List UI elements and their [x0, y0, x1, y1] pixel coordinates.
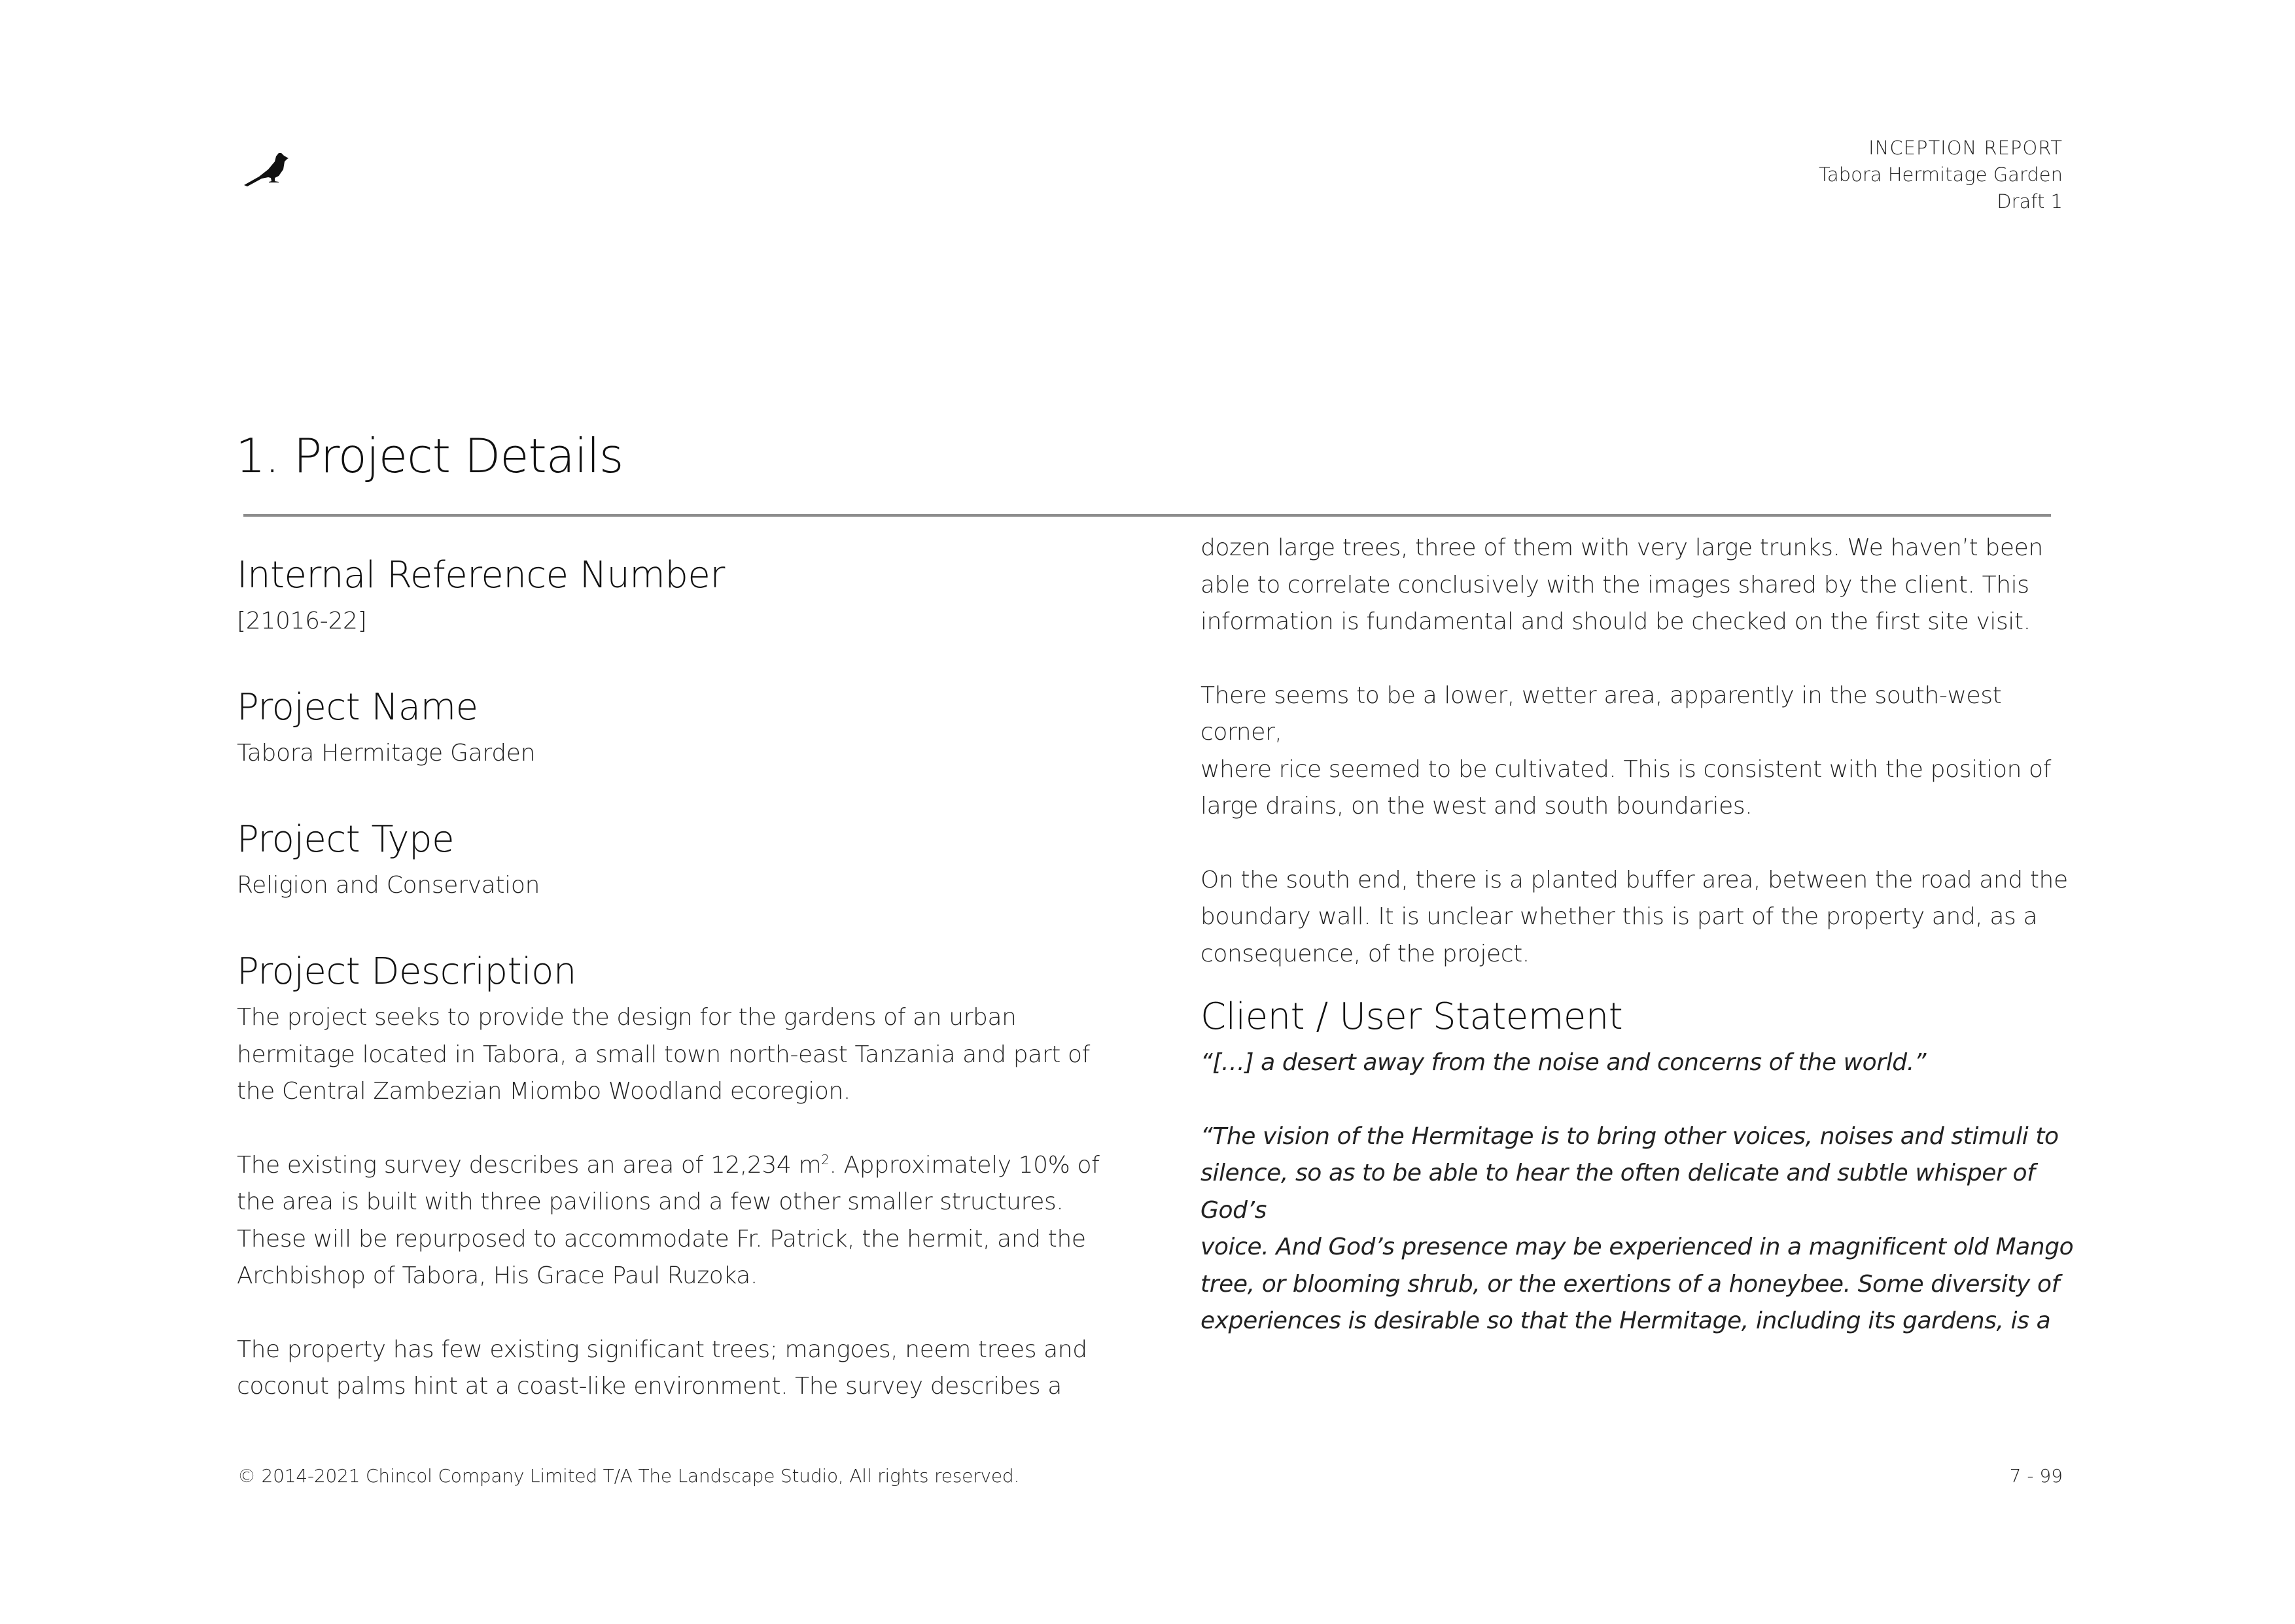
client-quote-2: [1200, 1118, 2077, 1340]
reference-heading: Internal Reference Number: [237, 554, 725, 596]
text-line: The existing survey describes an area of 12,234 $m^2$. Approximately 10% of: [237, 1151, 1100, 1179]
left-column: [237, 548, 1113, 1406]
description-paragraph-1: [237, 999, 1113, 1111]
project-type-value: Religion and Conservation: [237, 872, 540, 899]
text-line: coconut palms hint at a coast-like environment. The survey describes a: [237, 1373, 1062, 1400]
text-line: boundary wall. It is unclear whether this is part of the property and, as a: [1200, 903, 2038, 930]
text-line: the area is built with three pavilions and a few other smaller structures.: [237, 1188, 1064, 1215]
text-line: information is fundamental and should be checked on the first site visit.: [1200, 608, 2031, 635]
description-paragraph-4: [1200, 530, 2077, 641]
right-column: [1200, 530, 2077, 1340]
report-type: INCEPTION REPORT: [1868, 137, 2063, 159]
bird-logo-icon: [242, 141, 307, 193]
client-statement-heading: Client / User Statement: [1200, 995, 1623, 1038]
description-paragraph-6: [1200, 862, 2077, 973]
text-line: voice. And God’s presence may be experienced in a magnificent old Mango: [1200, 1234, 2074, 1260]
text-line: There seems to be a lower, wetter area, apparently in the south-west corner,: [1200, 682, 2002, 746]
project-description-heading: Project Description: [237, 950, 576, 993]
text-line: hermitage located in Tabora, a small town north-east Tanzania and part of: [237, 1041, 1090, 1068]
report-header: [1819, 135, 2063, 215]
footer-copyright: © 2014-2021 Chincol Company Limited T/A The Landscape Studio, All rights reserved.: [237, 1465, 1020, 1487]
text-line: consequence, of the project.: [1200, 940, 1530, 967]
report-project-name: Tabora Hermitage Garden: [1818, 164, 2063, 186]
text-line: On the south end, there is a planted buffer area, between the road and the: [1200, 866, 2068, 893]
text-line: tree, or blooming shrub, or the exertions of a honeybee. Some diversity of: [1200, 1270, 2059, 1298]
text-line: dozen large trees, three of them with very large trunks. We haven’t been: [1200, 534, 2043, 561]
text-line: These will be repurposed to accommodate Fr. Patrick, the hermit, and the: [237, 1225, 1086, 1253]
project-name-heading: Project Name: [237, 686, 478, 729]
text-line: experiences is desirable so that the Hermitage, including its gardens, is a: [1200, 1307, 2051, 1334]
text-line: The project seeks to provide the design for the gardens of an urban: [237, 1004, 1017, 1031]
text-line: the Central Zambezian Miombo Woodland ecoregion.: [237, 1078, 850, 1105]
report-draft: Draft 1: [1997, 190, 2063, 213]
project-type-heading: Project Type: [237, 818, 455, 861]
description-paragraph-2: [237, 1147, 1113, 1295]
section-divider: [243, 514, 2051, 517]
text-line: large drains, on the west and south boundaries.: [1200, 793, 1753, 820]
description-paragraph-3: [237, 1332, 1113, 1406]
section-title: 1. Project Details: [236, 428, 623, 483]
text-line: Archbishop of Tabora, His Grace Paul Ruzoka.: [237, 1262, 758, 1289]
client-quote-1: “[…] a desert away from the noise and concerns of the world.”: [1200, 1049, 1927, 1076]
text-line: “The vision of the Hermitage is to bring other voices, noises and stimuli to: [1200, 1122, 2059, 1150]
project-name-value: Tabora Hermitage Garden: [237, 740, 536, 767]
text-line: God’s: [1200, 1196, 1267, 1224]
superscript: 2: [821, 1151, 830, 1167]
text-line: The property has few existing significant trees; mangoes, neem trees and: [237, 1336, 1087, 1363]
page-number: 7 - 99: [2009, 1465, 2063, 1487]
text-line: silence, so as to be able to hear the often delicate and subtle whisper of: [1200, 1160, 2035, 1186]
reference-value: [21016-22]: [237, 608, 367, 634]
text-line: where rice seemed to be cultivated. This is consistent with the position of: [1200, 755, 2051, 783]
text-line: able to correlate conclusively with the images shared by the client. This: [1200, 571, 2029, 598]
description-paragraph-5: [1200, 678, 2077, 825]
